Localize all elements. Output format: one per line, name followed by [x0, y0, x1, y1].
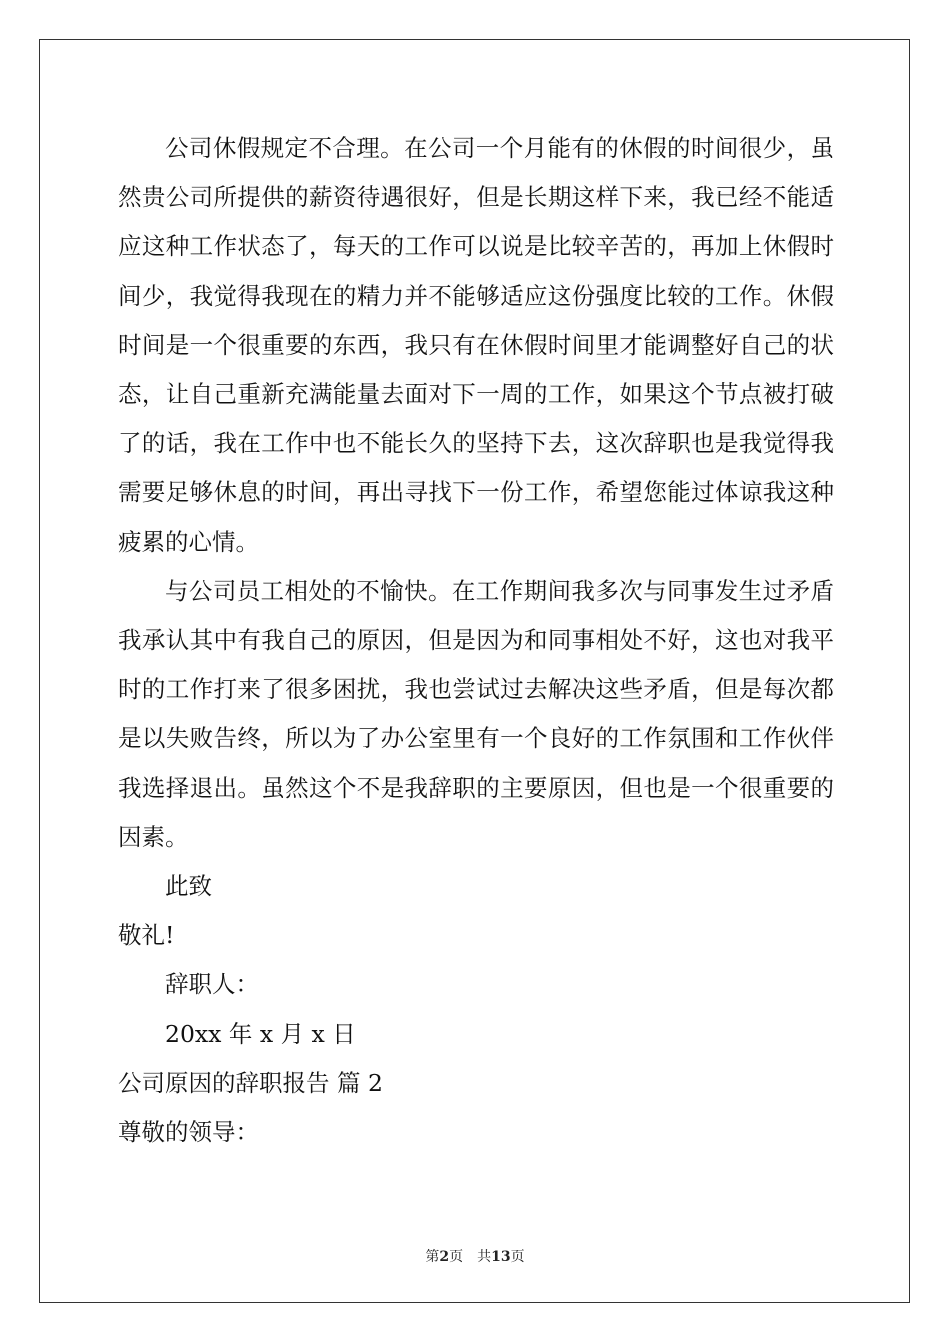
- paragraph-vacation-policy: 公司休假规定不合理。在公司一个月能有的休假的时间很少，虽然贵公司所提供的薪资待遇很好，但是长期这样下来，我已经不能适应这种工作状态了，每天的工作可以说是比较辛苦的，再加上休假时间少，我觉得我现在的精力并不能够适应这份强度比较的工作。休假时间是一个很重要的东西，我只有在休假时间里才能调整好自己的状态，让自己重新充满能量去面对下一周的工作，如果这个节点被打破了的话，我在工作中也不能长久的坚持下去，这次辞职也是我觉得我需要足够休息的时间，再出寻找下一份工作，希望您能过体谅我这种疲累的心情。: [118, 134, 834, 556]
- footer-mid: 页 共: [449, 1249, 492, 1265]
- section-title: 公司原因的辞职报告 篇 2: [118, 1068, 383, 1097]
- salutation: 敬礼!: [118, 921, 175, 950]
- page-footer: [0, 1247, 950, 1267]
- paragraph-colleague-conflict: 与公司员工相处的不愉快。在工作期间我多次与同事发生过矛盾我承认其中有我自己的原因，但是因为和同事相处不好，这也对我平时的工作打来了很多困扰，我也尝试过去解决这些矛盾，但是每次都是以失败告终，所以为了办公室里有一个良好的工作氛围和工作伙伴我选择退出。虽然这个不是我辞职的主要原因，但也是一个很重要的因素。: [118, 576, 834, 851]
- document-body: [118, 124, 834, 1157]
- footer-suffix: 页: [510, 1249, 525, 1265]
- footer-prefix: 第: [425, 1249, 440, 1265]
- greeting: 尊敬的领导：: [118, 1118, 259, 1147]
- total-page-count: 13: [491, 1249, 511, 1265]
- signer-label: 辞职人：: [165, 970, 259, 999]
- letter-date: 20xx 年 x 月 x 日: [165, 1019, 356, 1048]
- closing-phrase: 此致: [165, 872, 212, 901]
- current-page-number: 2: [439, 1249, 450, 1265]
